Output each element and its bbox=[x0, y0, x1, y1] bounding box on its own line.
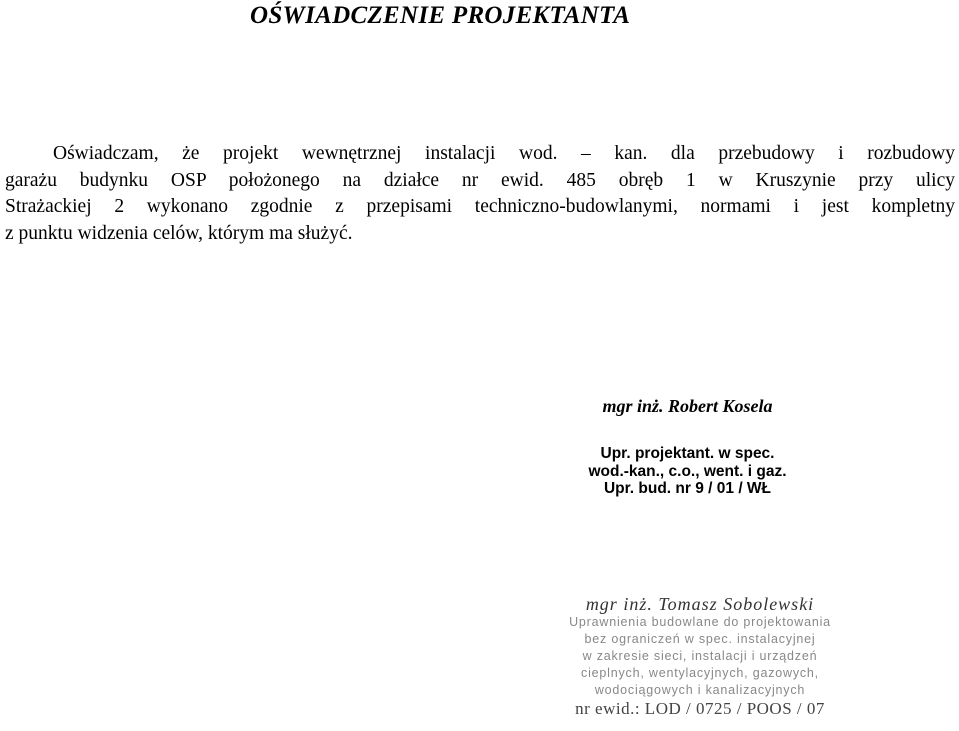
statement-line: Strażackiej 2 wykonano zgodnie z przepisami techniczno-budowlanymi, normami i jest kompletny bbox=[5, 196, 955, 217]
document-title: OŚWIADCZENIE PROJEKTANTA bbox=[250, 2, 631, 29]
stamp-name: mgr inż. Robert Kosela bbox=[602, 396, 773, 416]
statement-line: z punktu widzenia celów, którym ma służyć. bbox=[5, 222, 353, 244]
stamp-registration-number: nr ewid.: LOD / 0725 / POOS / 07 bbox=[575, 699, 825, 718]
designer-stamp-kosela bbox=[555, 396, 820, 498]
stamp-line: Upr. projektant. w spec. bbox=[600, 445, 775, 462]
stamp-line: bez ograniczeń w spec. instalacyjnej bbox=[584, 632, 816, 646]
stamp-line: wodociągowych i kanalizacyjnych bbox=[594, 683, 806, 697]
stamp-line: wod.-kan., c.o., went. i gaz. bbox=[588, 462, 787, 480]
stamp-name: mgr inż. Tomasz Sobolewski bbox=[585, 594, 815, 614]
statement-line: Oświadczam, że projekt wewnętrznej instalacji wod. – kan. dla przebudowy i rozbudowy bbox=[53, 143, 955, 164]
designer-stamp-sobolewski bbox=[545, 594, 855, 719]
stamp-line: cieplnych, wentylacyjnych, gazowych, bbox=[581, 666, 819, 680]
statement-body bbox=[5, 141, 955, 247]
stamp-line: w zakresie sieci, instalacji i urządzeń bbox=[582, 649, 818, 663]
statement-line: garażu budynku OSP położonego na działce nr ewid. 485 obręb 1 w Kruszynie przy ulicy bbox=[5, 169, 955, 191]
stamp-line: Uprawnienia budowlane do projektowania bbox=[569, 615, 831, 629]
stamp-line: Upr. bud. nr 9 / 01 / WŁ bbox=[603, 480, 772, 497]
